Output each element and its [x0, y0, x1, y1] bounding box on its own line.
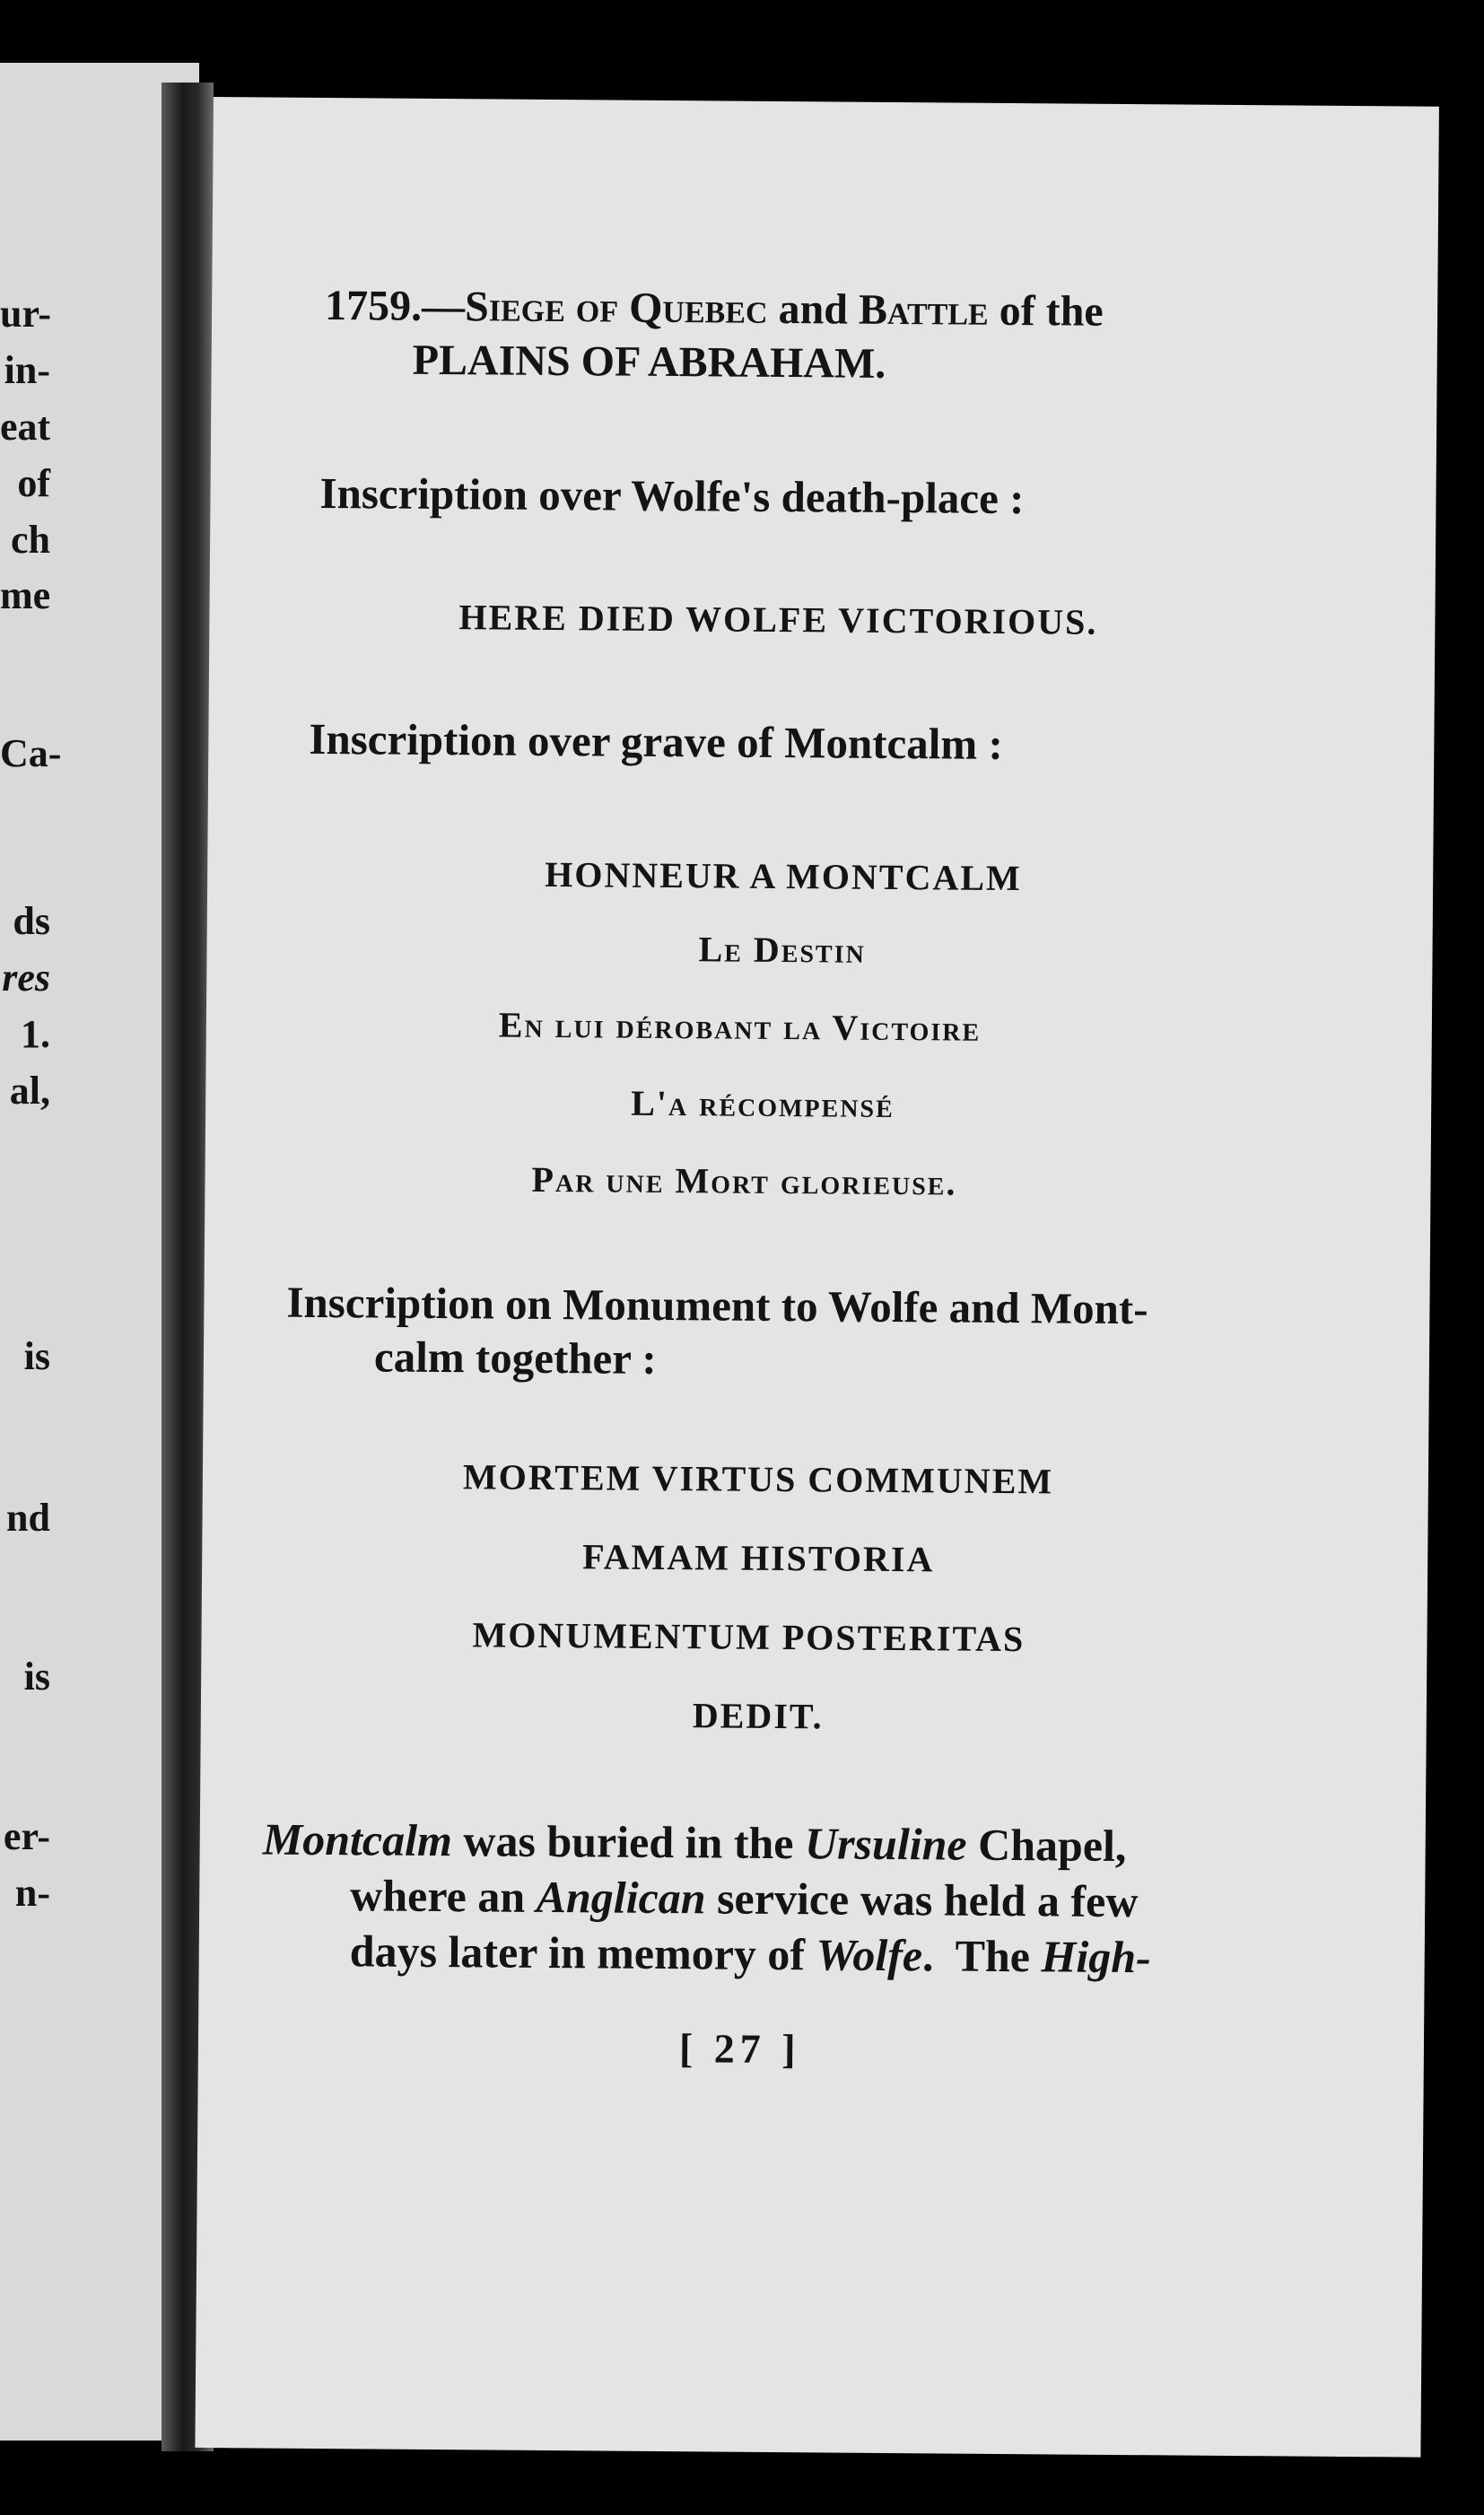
inscription-line: FAMAM HISTORIA [582, 1536, 935, 1580]
margin-fragment: eat [0, 405, 51, 449]
paragraph-line-2 [350, 1870, 1139, 1927]
section3-intro-line-2: calm together : [373, 1332, 657, 1384]
margin-fragment: ch [11, 518, 50, 562]
inscription-line: MORTEM VIRTUS COMMUNEM [462, 1456, 1054, 1502]
margin-fragment: nd [6, 1496, 50, 1540]
page-number: [ 27 ] [678, 2025, 801, 2073]
heading-line-1 [324, 281, 1104, 336]
margin-fragment: ds [13, 899, 50, 943]
heading-line-2: PLAINS OF ABRAHAM. [412, 336, 886, 388]
inscription-line: En lui dérobant la Victoire [498, 1004, 982, 1049]
paragraph-word: Ursuline [804, 1818, 967, 1870]
paragraph-word: High- [1041, 1931, 1151, 1983]
paragraph-text: where an [350, 1870, 537, 1922]
paragraph-line-3 [349, 1926, 1151, 1983]
heading-dash: — [421, 282, 466, 331]
margin-fragment: al, [9, 1069, 50, 1113]
margin-fragment: er- [3, 1814, 50, 1858]
paragraph-word: Anglican [536, 1871, 706, 1924]
inscription-line: Par une Mort glorieuse. [531, 1158, 957, 1203]
paragraph-text: days later in memory of [349, 1926, 816, 1980]
margin-fragment: is [23, 1655, 50, 1698]
margin-fragment: of [17, 461, 50, 505]
page [195, 97, 1439, 2458]
paragraph-text: service was held a few [705, 1873, 1139, 1927]
margin-fragment: res [2, 956, 50, 1000]
paragraph-word: Wolfe [816, 1929, 923, 1981]
heading-battle: Battle [858, 285, 989, 335]
margin-fragment: n- [14, 1871, 50, 1915]
margin-fragment: me [0, 573, 51, 617]
paragraph-word: Montcalm [262, 1813, 453, 1866]
heading-and: and [778, 284, 849, 334]
heading-siege: Siege of Quebec [464, 283, 768, 333]
paragraph-text: Chapel, [966, 1819, 1127, 1872]
section3-intro-line-1: Inscription on Monument to Wolfe and Mont- [286, 1277, 1148, 1334]
paragraph-line-1 [262, 1813, 1127, 1872]
margin-fragment: in- [4, 348, 50, 392]
margin-fragment: is [23, 1334, 50, 1378]
inscription-line: MONUMENTUM POSTERITAS [472, 1614, 1026, 1660]
heading-year: 1759. [324, 281, 423, 330]
inscription-line: Le Destin [698, 929, 867, 971]
section2-intro: Inscription over grave of Montcalm : [309, 713, 1004, 769]
margin-fragment: ur- [0, 292, 52, 336]
inscription-line: DEDIT. [692, 1695, 824, 1737]
margin-fragment: 1. [21, 1012, 50, 1056]
paragraph-text: . The [921, 1930, 1042, 1982]
inscription-line: HONNEUR A MONTCALM [545, 853, 1022, 899]
inscription-line: HERE DIED WOLFE VICTORIOUS. [458, 597, 1098, 642]
section1-intro: Inscription over Wolfe's death-place : [319, 467, 1025, 524]
paragraph-text: was buried in the [451, 1815, 806, 1869]
heading-of-the: of the [999, 286, 1104, 336]
inscription-line: L'a récompensé [631, 1082, 895, 1125]
margin-fragment: Ca- [0, 731, 62, 775]
